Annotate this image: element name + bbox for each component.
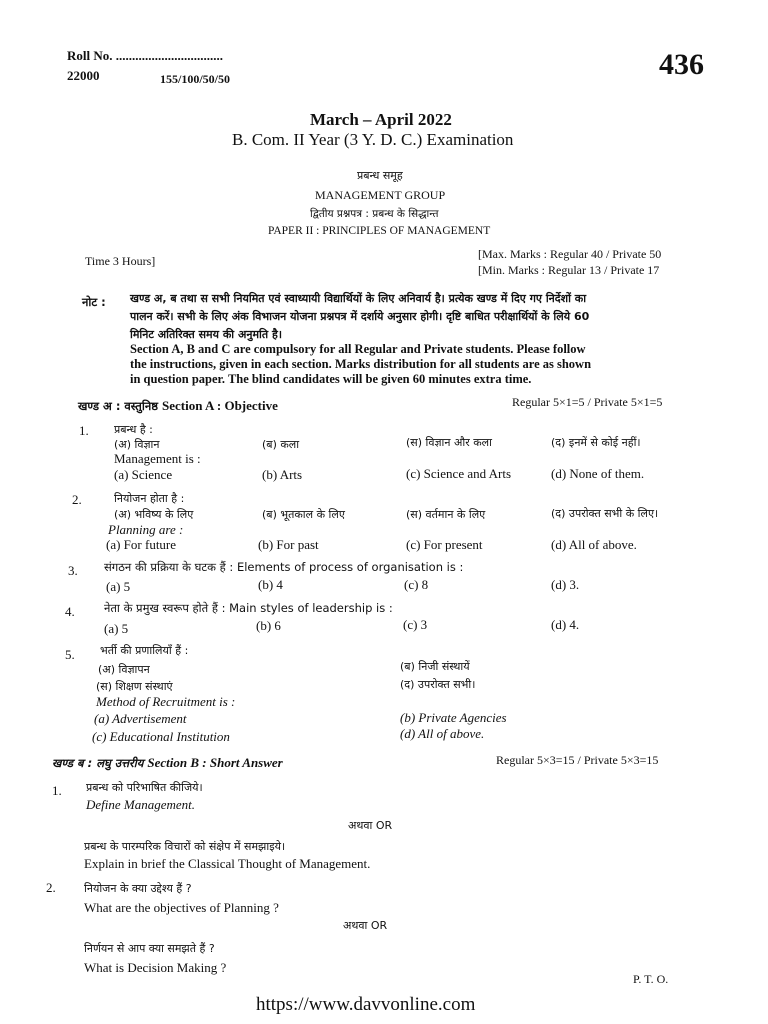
option-d: (d) None of them.	[551, 466, 645, 481]
option-a: (a) 5	[106, 579, 131, 594]
marks-code: 155/100/50/50	[160, 72, 231, 86]
max-marks: [Max. Marks : Regular 40 / Private 50	[478, 247, 662, 261]
question-text-hindi: प्रबन्ध है :	[114, 423, 153, 436]
note-hindi-line3: मिनिट अतिरिक्त समय की अनुमति है।	[130, 328, 283, 341]
question-text: Management is :	[114, 451, 201, 466]
note-label: नोट :	[82, 295, 106, 309]
option-c: (c) Educational Institution	[92, 729, 230, 744]
page-turn-over: P. T. O.	[633, 972, 669, 986]
option-hindi-a: (अ) विज्ञापन	[98, 663, 150, 676]
option-d: (d) All of above.	[400, 726, 485, 741]
question-text: Method of Recruitment is :	[96, 694, 236, 709]
note-english-line1: Section A, B and C are compulsory for all Regular and Private students. Please follow	[130, 342, 586, 356]
option-hindi-c: (स) विज्ञान और कला	[406, 436, 492, 449]
question-text: What are the objectives of Planning ?	[84, 900, 279, 915]
exam-code: 22000	[67, 68, 100, 83]
question-text: संगठन की प्रक्रिया के घटक हैं : Elements of process of organisation is :	[104, 560, 464, 574]
section-b-heading	[52, 754, 283, 772]
note-english-line2: the instructions, given in each section. Marks distribution for all students are as shown	[130, 357, 592, 371]
section-b-marks: Regular 5×3=15 / Private 5×3=15	[496, 753, 659, 767]
option-b: (b) Arts	[262, 467, 303, 482]
question-text-hindi: भर्ती की प्रणालियाँ हैं :	[100, 644, 189, 657]
section-b-heading-hindi: खण्ड ब : लघु उत्तरीय	[52, 756, 144, 770]
question-text-hindi: नियोजन होता है :	[114, 492, 185, 505]
option-d: (d) All of above.	[551, 537, 637, 552]
question-number: 2.	[46, 880, 56, 895]
question-text: नेता के प्रमुख स्वरूप होते हैं : Main styles of leadership is :	[104, 601, 393, 615]
exam-session: March – April 2022	[310, 110, 452, 129]
note-hindi-line2: पालन करें। सभी के लिए अंक विभाजन योजना प्रश्नपत्र में दर्शाये अनुसार होगी। दृष्टि बाधित परीक्षार्थियों के लिये 60	[130, 310, 590, 323]
section-a-heading-hindi: खण्ड अ : वस्तुनिष्ठ	[78, 399, 158, 413]
option-hindi-c: (स) शिक्षण संस्थाएं	[96, 680, 173, 693]
or-divider: अथवा OR	[343, 919, 388, 932]
question-text-hindi: नियोजन के क्या उद्देश्य हैं ?	[84, 882, 192, 895]
alternate-question: Explain in brief the Classical Thought of Management.	[84, 856, 371, 871]
question-number: 3.	[68, 563, 78, 578]
option-hindi-a: (अ) विज्ञान	[114, 438, 160, 451]
group-title-hindi: प्रबन्ध समूह	[357, 169, 403, 182]
option-c: (c) 8	[404, 577, 429, 592]
time-allowed: Time 3 Hours]	[85, 254, 156, 268]
or-divider: अथवा OR	[348, 819, 393, 832]
option-a: (a) Advertisement	[94, 711, 187, 726]
option-hindi-b: (ब) कला	[262, 438, 300, 451]
question-number: 1.	[79, 423, 89, 438]
question-number: 5.	[65, 647, 75, 662]
question-number: 2.	[72, 492, 82, 507]
alternate-question-hindi: प्रबन्ध के पारम्परिक विचारों को संक्षेप में समझाइये।	[84, 840, 286, 853]
section-a-marks: Regular 5×1=5 / Private 5×1=5	[512, 395, 663, 409]
option-hindi-d: (द) उपरोक्त सभी।	[400, 678, 476, 691]
option-hindi-b: (ब) भूतकाल के लिए	[262, 508, 345, 521]
min-marks: [Min. Marks : Regular 13 / Private 17	[478, 263, 660, 277]
exam-title: B. Com. II Year (3 Y. D. C.) Examination	[232, 130, 514, 149]
option-hindi-c: (स) वर्तमान के लिए	[406, 508, 486, 521]
group-title: MANAGEMENT GROUP	[315, 188, 446, 202]
option-hindi-a: (अ) भविष्य के लिए	[114, 508, 194, 521]
question-text: Define Management.	[86, 797, 196, 812]
alternate-question: What is Decision Making ?	[84, 960, 227, 975]
question-number: 1.	[52, 783, 62, 798]
option-a: (a) For future	[106, 537, 177, 552]
section-a-heading	[78, 397, 278, 415]
paper-title: PAPER II : PRINCIPLES OF MANAGEMENT	[268, 225, 491, 237]
note-hindi-line1: खण्ड अ, ब तथा स सभी नियमित एवं स्वाध्यायी विद्यार्थियों के लिए अनिवार्य है। प्रत्येक खण्ड में दिए गए निर्देशों का	[130, 292, 587, 305]
option-a: (a) 5	[104, 621, 129, 636]
section-b-heading-english: Section B : Short Answer	[147, 755, 283, 770]
option-b: (b) For past	[258, 537, 319, 552]
paper-title-hindi: द्वितीय प्रश्नपत्र : प्रबन्ध के सिद्धान्त	[310, 208, 439, 220]
option-b: (b) Private Agencies	[400, 710, 507, 725]
option-a: (a) Science	[114, 467, 173, 482]
option-d: (d) 4.	[551, 617, 580, 632]
option-hindi-d: (द) इनमें से कोई नहीं।	[551, 436, 641, 449]
option-hindi-b: (ब) निजी संस्थायें	[400, 660, 470, 673]
note-english-line3: in question paper. The blind candidates will be given 60 minutes extra time.	[130, 372, 532, 386]
roll-number: Roll No. .................................	[67, 48, 223, 63]
website-url: https://www.davvonline.com	[256, 994, 476, 1015]
alternate-question-hindi: निर्णयन से आप क्या समझते हैं ?	[84, 942, 215, 955]
question-number: 4.	[65, 604, 75, 619]
question-text-hindi: प्रबन्ध को परिभाषित कीजिये।	[86, 781, 203, 794]
question-text: Planning are :	[108, 522, 184, 537]
option-d: (d) 3.	[551, 577, 580, 592]
option-c: (c) 3	[403, 617, 428, 632]
option-c: (c) Science and Arts	[406, 466, 512, 481]
option-c: (c) For present	[406, 537, 483, 552]
paper-number: 436	[659, 48, 704, 81]
section-a-heading-english: Section A : Objective	[161, 398, 278, 413]
option-hindi-d: (द) उपरोक्त सभी के लिए।	[551, 507, 659, 520]
option-b: (b) 6	[256, 618, 281, 633]
option-b: (b) 4	[258, 577, 283, 592]
